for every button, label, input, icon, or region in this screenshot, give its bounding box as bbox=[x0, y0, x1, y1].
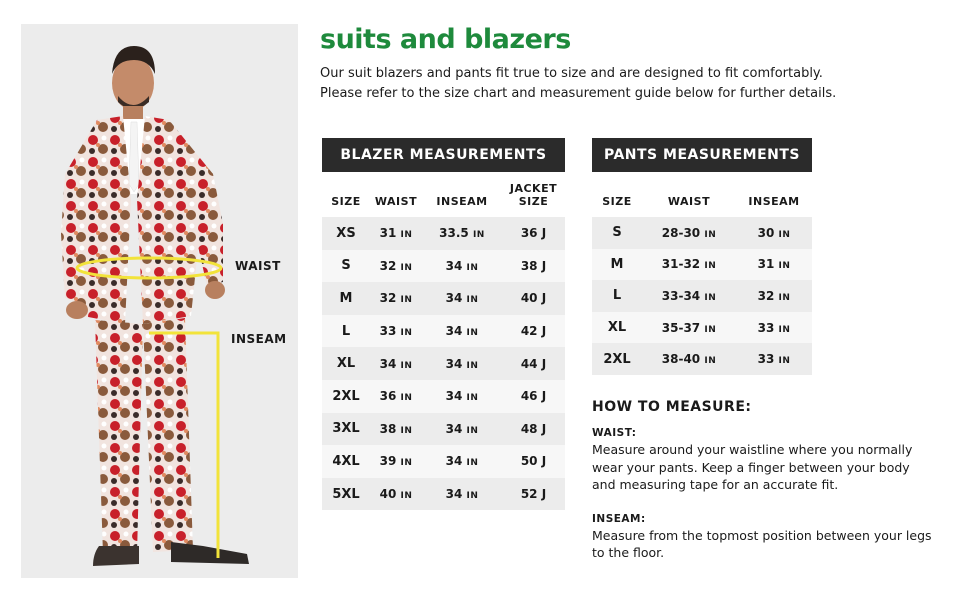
blazer-inseam-cell bbox=[422, 487, 502, 501]
pants-inseam-cell-value: 32 bbox=[757, 288, 775, 303]
pants-inseam-cell bbox=[736, 352, 812, 366]
blazer-inseam-cell bbox=[422, 422, 502, 436]
pants-table-header: PANTS MEASUREMENTS bbox=[592, 138, 812, 172]
pants-waist-cell bbox=[642, 352, 736, 366]
blazer-waist-cell-unit: IN bbox=[400, 425, 413, 436]
pants-inseam-cell-unit: IN bbox=[778, 356, 791, 367]
pants-waist-cell-unit: IN bbox=[704, 229, 717, 240]
blazer-inseam-cell-value: 34 bbox=[445, 421, 463, 436]
pants-waist-cell bbox=[642, 321, 736, 335]
blazer-row bbox=[322, 315, 565, 348]
blazer-inseam-cell-unit: IN bbox=[466, 393, 479, 404]
blazer-row bbox=[322, 413, 565, 446]
blazer-jacket-cell-value: 38 J bbox=[520, 258, 547, 273]
blazer-inseam-cell-unit: IN bbox=[466, 360, 479, 371]
pants-table bbox=[592, 138, 812, 375]
blazer-jacket-cell bbox=[502, 357, 565, 371]
blazer-col-jacket-size bbox=[502, 169, 565, 208]
page-title: suits and blazers bbox=[320, 24, 571, 55]
pants-inseam-cell-value: 31 bbox=[757, 257, 775, 272]
blazer-size-cell: 4XL bbox=[332, 453, 360, 469]
blazer-waist-cell bbox=[370, 454, 422, 468]
pants-rows bbox=[592, 217, 812, 375]
pants-inseam-cell bbox=[736, 226, 812, 240]
blazer-waist-cell-unit: IN bbox=[400, 458, 413, 469]
pants-col-inseam: INSEAM bbox=[748, 195, 800, 208]
pants-waist-cell-value: 31-32 bbox=[661, 257, 701, 272]
intro-line-2: Please refer to the size chart and measurement guide below for further details. bbox=[320, 86, 837, 101]
pants-inseam-cell-value: 30 bbox=[757, 225, 775, 240]
blazer-size-cell: XS bbox=[336, 225, 356, 241]
blazer-waist-cell-unit: IN bbox=[400, 491, 413, 502]
blazer-inseam-cell-unit: IN bbox=[466, 295, 479, 306]
blazer-inseam-cell-unit: IN bbox=[466, 262, 479, 273]
blazer-jacket-cell bbox=[502, 389, 565, 403]
pants-inseam-cell bbox=[736, 289, 812, 303]
blazer-inseam-cell-value: 34 bbox=[445, 389, 463, 404]
blazer-table-header: BLAZER MEASUREMENTS bbox=[322, 138, 565, 172]
pants-row bbox=[592, 343, 812, 375]
blazer-size-cell: 2XL bbox=[332, 388, 360, 404]
blazer-jacket-cell bbox=[502, 487, 565, 501]
blazer-col-size: SIZE bbox=[331, 195, 361, 208]
pants-row bbox=[592, 280, 812, 312]
blazer-row bbox=[322, 282, 565, 315]
blazer-jacket-cell bbox=[502, 454, 565, 468]
blazer-waist-cell-unit: IN bbox=[400, 393, 413, 404]
blazer-waist-cell bbox=[370, 422, 422, 436]
how-to-title: HOW TO MEASURE: bbox=[592, 399, 752, 415]
blazer-inseam-cell-unit: IN bbox=[466, 458, 479, 469]
model-photo bbox=[21, 24, 298, 578]
blazer-row bbox=[322, 217, 565, 250]
blazer-waist-cell bbox=[370, 226, 422, 240]
blazer-inseam-cell bbox=[422, 389, 502, 403]
how-to-measure bbox=[592, 399, 932, 562]
pants-waist-cell bbox=[642, 226, 736, 240]
pants-inseam-cell-value: 33 bbox=[757, 320, 775, 335]
pants-inseam-cell bbox=[736, 257, 812, 271]
pants-inseam-cell-value: 33 bbox=[757, 352, 775, 367]
pants-col-waist: WAIST bbox=[667, 195, 711, 208]
blazer-size-cell: S bbox=[341, 258, 351, 274]
blazer-inseam-cell bbox=[422, 324, 502, 338]
blazer-jacket-cell-value: 52 J bbox=[520, 487, 547, 502]
inseam-label: INSEAM bbox=[231, 332, 287, 346]
blazer-inseam-cell bbox=[422, 259, 502, 273]
pants-inseam-cell-unit: IN bbox=[778, 324, 791, 335]
suit-model-illustration bbox=[21, 24, 298, 578]
blazer-rows bbox=[322, 217, 565, 510]
blazer-column-headers bbox=[322, 172, 565, 217]
blazer-size-cell: M bbox=[339, 290, 353, 306]
blazer-waist-cell-unit: IN bbox=[400, 360, 413, 371]
blazer-col-waist: WAIST bbox=[374, 195, 418, 208]
pants-inseam-cell-unit: IN bbox=[778, 261, 791, 272]
blazer-waist-cell-unit: IN bbox=[400, 295, 413, 306]
pants-waist-cell-unit: IN bbox=[704, 324, 717, 335]
pants-size-cell: XL bbox=[607, 320, 627, 336]
blazer-waist-cell-value: 40 bbox=[379, 487, 397, 502]
pants-col-size: SIZE bbox=[602, 195, 632, 208]
blazer-inseam-cell-unit: IN bbox=[466, 491, 479, 502]
pants-size-cell: M bbox=[610, 256, 624, 272]
pants-waist-cell-value: 28-30 bbox=[661, 225, 701, 240]
waist-label: WAIST bbox=[235, 259, 281, 273]
pants-inseam-cell-unit: IN bbox=[778, 292, 791, 303]
blazer-waist-cell-value: 38 bbox=[379, 421, 397, 436]
blazer-jacket-cell-value: 44 J bbox=[520, 356, 547, 371]
blazer-inseam-cell bbox=[422, 357, 502, 371]
pants-waist-cell bbox=[642, 289, 736, 303]
blazer-inseam-cell-value: 34 bbox=[445, 324, 463, 339]
pants-inseam-cell-unit: IN bbox=[778, 229, 791, 240]
pants-waist-cell bbox=[642, 257, 736, 271]
intro-text bbox=[320, 64, 920, 104]
blazer-row bbox=[322, 445, 565, 478]
blazer-inseam-cell-value: 34 bbox=[445, 291, 463, 306]
blazer-waist-cell-unit: IN bbox=[400, 328, 413, 339]
blazer-inseam-cell-value: 34 bbox=[445, 454, 463, 469]
pants-size-cell: S bbox=[612, 225, 622, 241]
blazer-waist-cell-value: 36 bbox=[379, 389, 397, 404]
pants-waist-cell-unit: IN bbox=[704, 356, 717, 367]
blazer-row bbox=[322, 380, 565, 413]
blazer-size-cell: 3XL bbox=[332, 421, 360, 437]
blazer-waist-cell bbox=[370, 324, 422, 338]
blazer-jacket-cell-value: 42 J bbox=[520, 324, 547, 339]
blazer-waist-cell-value: 33 bbox=[379, 324, 397, 339]
pants-size-cell: L bbox=[612, 288, 622, 304]
blazer-inseam-cell-value: 34 bbox=[445, 487, 463, 502]
blazer-jacket-cell bbox=[502, 422, 565, 436]
blazer-waist-cell bbox=[370, 487, 422, 501]
blazer-inseam-cell-unit: IN bbox=[466, 425, 479, 436]
blazer-waist-cell-value: 39 bbox=[379, 454, 397, 469]
pants-column-headers bbox=[592, 172, 812, 217]
blazer-jacket-cell bbox=[502, 291, 565, 305]
blazer-inseam-cell-unit: IN bbox=[472, 230, 485, 241]
blazer-jacket-cell bbox=[502, 226, 565, 240]
blazer-jacket-cell-value: 40 J bbox=[520, 291, 547, 306]
pants-row bbox=[592, 249, 812, 281]
blazer-jacket-cell-value: 46 J bbox=[520, 389, 547, 404]
blazer-inseam-cell bbox=[422, 226, 502, 240]
blazer-size-cell: XL bbox=[336, 356, 356, 372]
pants-waist-cell-value: 38-40 bbox=[661, 352, 701, 367]
blazer-waist-cell bbox=[370, 291, 422, 305]
waist-instruction-title: WAIST: bbox=[592, 427, 637, 439]
pants-row bbox=[592, 217, 812, 249]
blazer-size-cell: L bbox=[341, 323, 351, 339]
blazer-col-jacket-size-text: JACKET SIZE bbox=[509, 182, 558, 208]
pants-waist-cell-unit: IN bbox=[704, 292, 717, 303]
blazer-waist-cell bbox=[370, 357, 422, 371]
blazer-waist-cell-unit: IN bbox=[400, 230, 413, 241]
blazer-row bbox=[322, 250, 565, 283]
blazer-waist-cell-value: 31 bbox=[379, 226, 397, 241]
blazer-inseam-cell-value: 34 bbox=[445, 258, 463, 273]
blazer-row bbox=[322, 478, 565, 511]
blazer-inseam-cell-unit: IN bbox=[466, 328, 479, 339]
blazer-table bbox=[322, 138, 565, 510]
blazer-jacket-cell bbox=[502, 324, 565, 338]
blazer-inseam-cell bbox=[422, 454, 502, 468]
pants-inseam-cell bbox=[736, 321, 812, 335]
blazer-inseam-cell bbox=[422, 291, 502, 305]
pants-row bbox=[592, 312, 812, 344]
pants-waist-cell-value: 35-37 bbox=[661, 320, 701, 335]
blazer-waist-cell-value: 32 bbox=[379, 291, 397, 306]
blazer-inseam-cell-value: 34 bbox=[445, 356, 463, 371]
blazer-waist-cell-value: 34 bbox=[379, 356, 397, 371]
blazer-row bbox=[322, 347, 565, 380]
pants-waist-cell-value: 33-34 bbox=[661, 288, 701, 303]
waist-instruction-text: Measure around your waistline where you normally wear your pants. Keep a finger between your body and measuring tape for an accurate fit. bbox=[592, 442, 913, 492]
blazer-waist-cell bbox=[370, 389, 422, 403]
blazer-jacket-cell-value: 50 J bbox=[520, 454, 547, 469]
inseam-instruction-title: INSEAM: bbox=[592, 512, 646, 525]
intro-line-1: Our suit blazers and pants fit true to size and are designed to fit comfortably. bbox=[320, 66, 823, 81]
blazer-col-inseam: INSEAM bbox=[436, 195, 488, 208]
inseam-instruction-text: Measure from the topmost position between your legs to the floor. bbox=[592, 527, 932, 560]
blazer-inseam-cell-value: 33.5 bbox=[439, 226, 469, 241]
blazer-size-cell: 5XL bbox=[332, 486, 360, 502]
blazer-jacket-cell-value: 48 J bbox=[520, 421, 547, 436]
blazer-jacket-cell-value: 36 J bbox=[520, 226, 547, 241]
pants-waist-cell-unit: IN bbox=[704, 261, 717, 272]
blazer-waist-cell-unit: IN bbox=[400, 262, 413, 273]
pants-size-cell: 2XL bbox=[603, 351, 631, 367]
blazer-jacket-cell bbox=[502, 259, 565, 273]
blazer-waist-cell bbox=[370, 259, 422, 273]
blazer-waist-cell-value: 32 bbox=[379, 258, 397, 273]
